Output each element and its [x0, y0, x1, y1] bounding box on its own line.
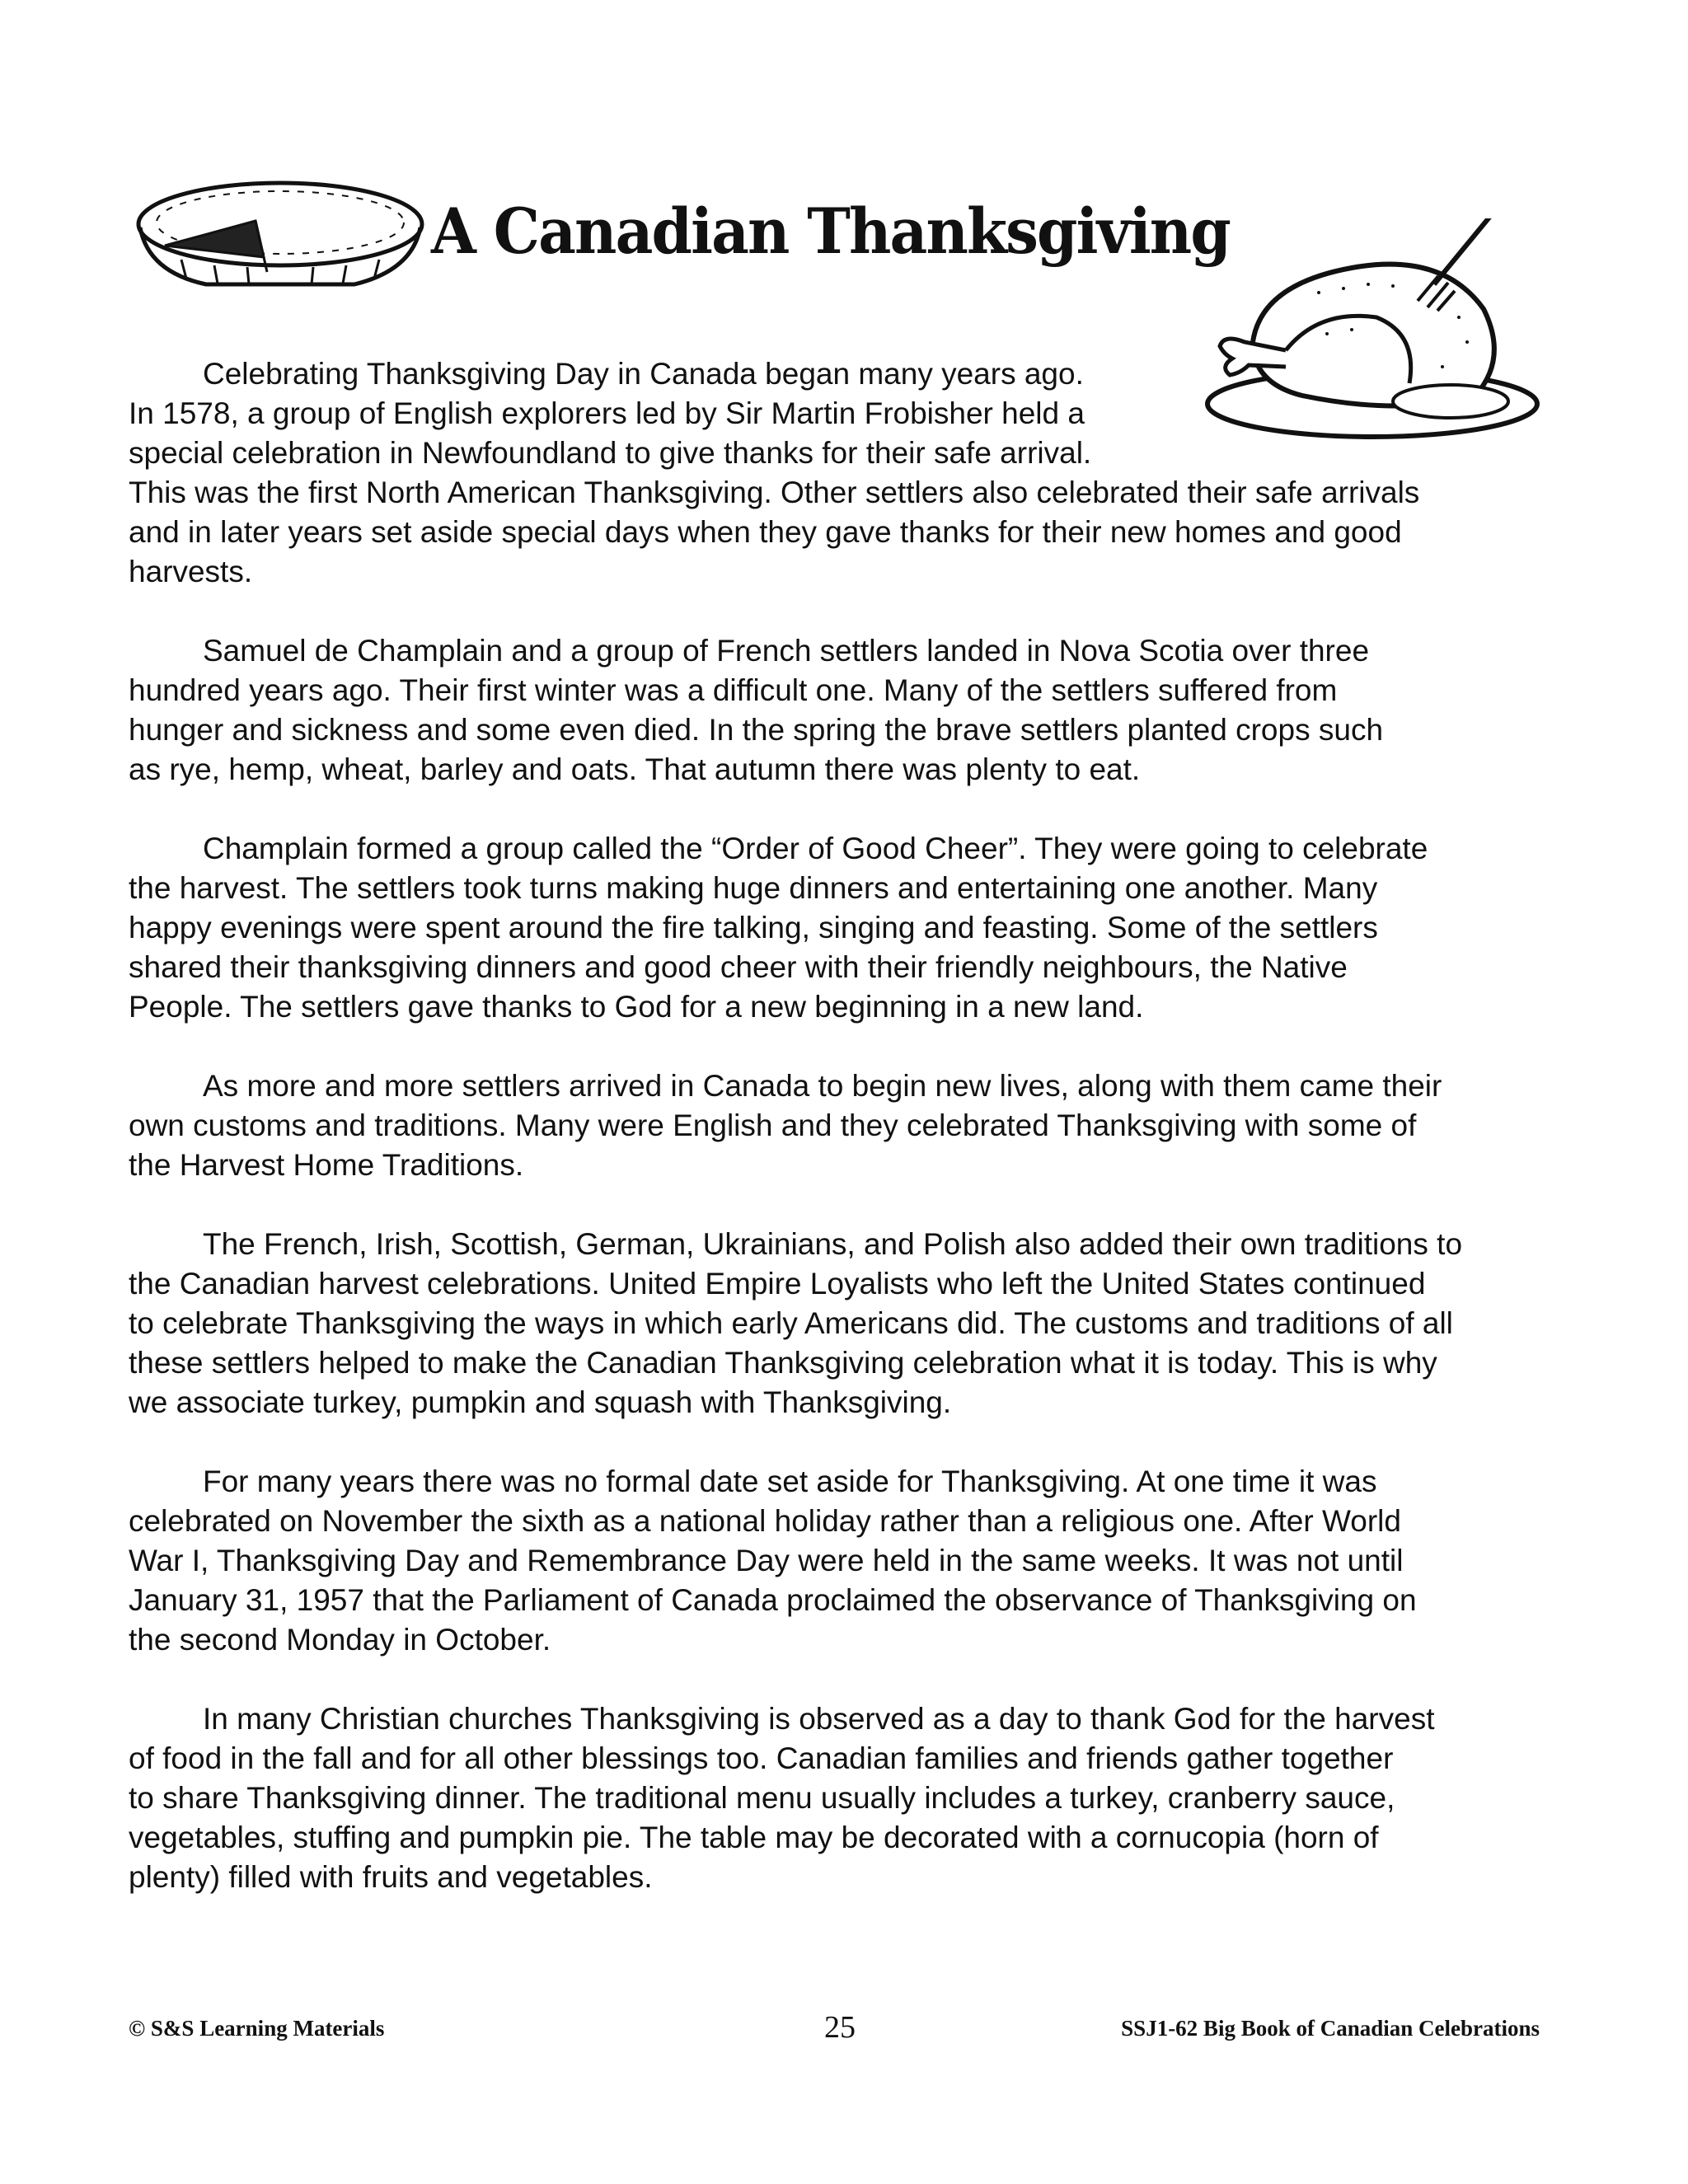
page-number: 25	[824, 2010, 856, 2045]
text-line: In 1578, a group of English explorers led by Sir Martin Frobisher held a	[129, 396, 1085, 430]
footer-copyright: © S&S Learning Materials	[129, 2016, 385, 2041]
text-line: of food in the fall and for all other blessings too. Canadian families and friends gather together	[129, 1741, 1394, 1775]
text-line: Samuel de Champlain and a group of French settlers landed in Nova Scotia over three	[203, 634, 1370, 668]
text-line: to share Thanksgiving dinner. The traditional menu usually includes a turkey, cranberry sauce,	[129, 1781, 1395, 1815]
text-line: and in later years set aside special days when they gave thanks for their new homes and good	[129, 515, 1402, 549]
paragraph	[129, 829, 1546, 1027]
text-line: This was the first North American Thanksgiving. Other settlers also celebrated their safe arrivals	[129, 476, 1420, 509]
paragraph	[129, 1225, 1546, 1422]
text-line: the harvest. The settlers took turns making huge dinners and entertaining one another. Many	[129, 871, 1378, 905]
text-line: happy evenings were spent around the fire talking, singing and feasting. Some of the settlers	[129, 911, 1378, 944]
paragraph	[129, 1066, 1546, 1185]
text-line: Champlain formed a group called the “Order of Good Cheer”. They were going to celebrate	[203, 832, 1428, 865]
paragraph	[129, 1699, 1546, 1897]
text-line: plenty) filled with fruits and vegetables.	[129, 1860, 653, 1894]
text-line: the Harvest Home Traditions.	[129, 1148, 524, 1182]
text-line: we associate turkey, pumpkin and squash with Thanksgiving.	[129, 1385, 952, 1419]
text-line: the second Monday in October.	[129, 1623, 551, 1657]
text-line: Celebrating Thanksgiving Day in Canada began many years ago.	[203, 357, 1084, 391]
pie-illustration	[132, 173, 429, 297]
text-line: For many years there was no formal date set aside for Thanksgiving. At one time it was	[203, 1465, 1377, 1498]
text-line: The French, Irish, Scottish, German, Ukrainians, and Polish also added their own traditions to	[203, 1227, 1463, 1261]
text-line: special celebration in Newfoundland to give thanks for their safe arrival.	[129, 436, 1092, 470]
paragraph	[129, 1462, 1546, 1660]
text-line: own customs and traditions. Many were English and they celebrated Thanksgiving with some of	[129, 1108, 1417, 1142]
text-line: shared their thanksgiving dinners and good cheer with their friendly neighbours, the Native	[129, 950, 1348, 984]
text-line: celebrated on November the sixth as a national holiday rather than a religious one. After World	[129, 1504, 1401, 1538]
text-line: the Canadian harvest celebrations. United Empire Loyalists who left the United States continued	[129, 1267, 1426, 1301]
text-line: harvests.	[129, 555, 253, 588]
paragraph	[129, 354, 1546, 592]
footer-book-title: SSJ1-62 Big Book of Canadian Celebrations	[1121, 2016, 1540, 2041]
text-line: As more and more settlers arrived in Canada to begin new lives, along with them came their	[203, 1069, 1442, 1103]
text-line: vegetables, stuffing and pumpkin pie. The table may be decorated with a cornucopia (horn of	[129, 1821, 1379, 1854]
article-body	[129, 354, 1546, 1937]
text-line: War I, Thanksgiving Day and Remembrance Day were held in the same weeks. It was not until	[129, 1544, 1404, 1577]
text-line: as rye, hemp, wheat, barley and oats. That autumn there was plenty to eat.	[129, 752, 1141, 786]
page-title: A Canadian Thanksgiving	[431, 194, 1230, 268]
paragraph	[129, 631, 1546, 790]
text-line: to celebrate Thanksgiving the ways in which early Americans did. The customs and traditions of all	[129, 1306, 1453, 1340]
text-line: People. The settlers gave thanks to God for a new beginning in a new land.	[129, 990, 1144, 1024]
text-line: these settlers helped to make the Canadian Thanksgiving celebration what it is today. This is why	[129, 1346, 1437, 1380]
text-line: hundred years ago. Their first winter was a difficult one. Many of the settlers suffered from	[129, 673, 1338, 707]
text-line: hunger and sickness and some even died. In the spring the brave settlers planted crops such	[129, 713, 1384, 747]
text-line: In many Christian churches Thanksgiving is observed as a day to thank God for the harvest	[203, 1702, 1435, 1736]
text-line: January 31, 1957 that the Parliament of Canada proclaimed the observance of Thanksgiving on	[129, 1583, 1417, 1617]
